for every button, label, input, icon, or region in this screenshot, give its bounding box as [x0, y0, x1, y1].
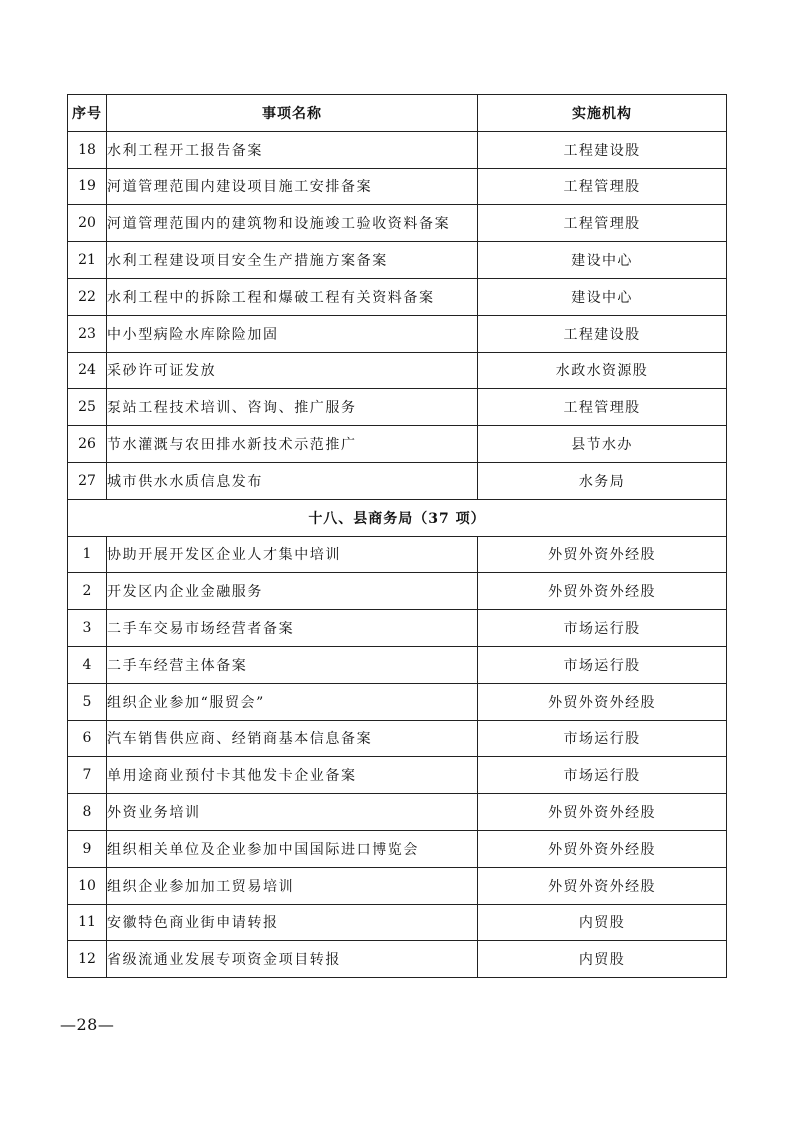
row-number: 9	[68, 830, 107, 867]
table-body-commerce	[68, 536, 727, 978]
row-organization: 外贸外资外经股	[478, 573, 727, 610]
row-number: 5	[68, 683, 107, 720]
row-organization: 县节水办	[478, 426, 727, 463]
row-number: 27	[68, 462, 107, 499]
row-organization: 建设中心	[478, 242, 727, 279]
row-item-name: 中小型病险水库除险加固	[107, 315, 478, 352]
row-number: 24	[68, 352, 107, 389]
row-item-name: 协助开展开发区企业人才集中培训	[107, 536, 478, 573]
table-row	[68, 720, 727, 757]
row-number: 22	[68, 278, 107, 315]
row-organization: 工程管理股	[478, 389, 727, 426]
row-number: 25	[68, 389, 107, 426]
table-row	[68, 683, 727, 720]
table-row	[68, 536, 727, 573]
row-item-name: 水利工程中的拆除工程和爆破工程有关资料备案	[107, 278, 478, 315]
table-row	[68, 278, 727, 315]
header-item-name: 事项名称	[107, 95, 478, 132]
table-row	[68, 904, 727, 941]
header-number: 序号	[68, 95, 107, 132]
row-item-name: 组织企业参加加工贸易培训	[107, 867, 478, 904]
row-item-name: 水利工程建设项目安全生产措施方案备案	[107, 242, 478, 279]
section-row	[68, 499, 727, 536]
table-row	[68, 867, 727, 904]
row-organization: 市场运行股	[478, 720, 727, 757]
table-row	[68, 941, 727, 978]
row-number: 3	[68, 610, 107, 647]
table-row	[68, 462, 727, 499]
table-row	[68, 426, 727, 463]
row-organization: 工程管理股	[478, 205, 727, 242]
row-item-name: 二手车经营主体备案	[107, 646, 478, 683]
row-number: 10	[68, 867, 107, 904]
row-number: 12	[68, 941, 107, 978]
row-item-name: 外资业务培训	[107, 794, 478, 831]
row-item-name: 节水灌溉与农田排水新技术示范推广	[107, 426, 478, 463]
row-organization: 建设中心	[478, 278, 727, 315]
row-organization: 内贸股	[478, 904, 727, 941]
row-item-name: 二手车交易市场经营者备案	[107, 610, 478, 647]
table-row	[68, 131, 727, 168]
row-item-name: 汽车销售供应商、经销商基本信息备案	[107, 720, 478, 757]
row-number: 23	[68, 315, 107, 352]
row-organization: 外贸外资外经股	[478, 867, 727, 904]
row-number: 18	[68, 131, 107, 168]
row-item-name: 省级流通业发展专项资金项目转报	[107, 941, 478, 978]
row-item-name: 单用途商业预付卡其他发卡企业备案	[107, 757, 478, 794]
table-row	[68, 242, 727, 279]
row-organization: 外贸外资外经股	[478, 683, 727, 720]
table-row	[68, 830, 727, 867]
row-item-name: 城市供水水质信息发布	[107, 462, 478, 499]
row-item-name: 开发区内企业金融服务	[107, 573, 478, 610]
row-number: 1	[68, 536, 107, 573]
row-item-name: 采砂许可证发放	[107, 352, 478, 389]
table-row	[68, 168, 727, 205]
row-organization: 水政水资源股	[478, 352, 727, 389]
row-organization: 外贸外资外经股	[478, 830, 727, 867]
row-item-name: 安徽特色商业街申请转报	[107, 904, 478, 941]
row-number: 21	[68, 242, 107, 279]
row-item-name: 河道管理范围内建设项目施工安排备案	[107, 168, 478, 205]
table-row	[68, 646, 727, 683]
row-organization: 外贸外资外经股	[478, 794, 727, 831]
row-number: 7	[68, 757, 107, 794]
table-row	[68, 315, 727, 352]
row-number: 6	[68, 720, 107, 757]
row-organization: 市场运行股	[478, 646, 727, 683]
table-row	[68, 757, 727, 794]
row-number: 4	[68, 646, 107, 683]
table-header-row	[68, 95, 727, 132]
row-organization: 工程管理股	[478, 168, 727, 205]
table-row	[68, 794, 727, 831]
table-row	[68, 610, 727, 647]
matters-table	[67, 94, 727, 978]
row-organization: 内贸股	[478, 941, 727, 978]
row-item-name: 水利工程开工报告备案	[107, 131, 478, 168]
row-number: 20	[68, 205, 107, 242]
table-row	[68, 352, 727, 389]
section-title: 十八、县商务局（37 项）	[68, 499, 727, 536]
row-number: 2	[68, 573, 107, 610]
row-organization: 工程建设股	[478, 131, 727, 168]
row-item-name: 组织企业参加“服贸会”	[107, 683, 478, 720]
table-row	[68, 573, 727, 610]
row-item-name: 泵站工程技术培训、咨询、推广服务	[107, 389, 478, 426]
row-organization: 市场运行股	[478, 757, 727, 794]
table-body-water	[68, 131, 727, 499]
row-organization: 外贸外资外经股	[478, 536, 727, 573]
row-organization: 市场运行股	[478, 610, 727, 647]
row-item-name: 河道管理范围内的建筑物和设施竣工验收资料备案	[107, 205, 478, 242]
table-row	[68, 389, 727, 426]
row-organization: 水务局	[478, 462, 727, 499]
page-number: —28—	[60, 1015, 115, 1034]
row-number: 26	[68, 426, 107, 463]
row-number: 19	[68, 168, 107, 205]
table-row	[68, 205, 727, 242]
row-number: 8	[68, 794, 107, 831]
header-organization: 实施机构	[478, 95, 727, 132]
row-item-name: 组织相关单位及企业参加中国国际进口博览会	[107, 830, 478, 867]
row-organization: 工程建设股	[478, 315, 727, 352]
row-number: 11	[68, 904, 107, 941]
